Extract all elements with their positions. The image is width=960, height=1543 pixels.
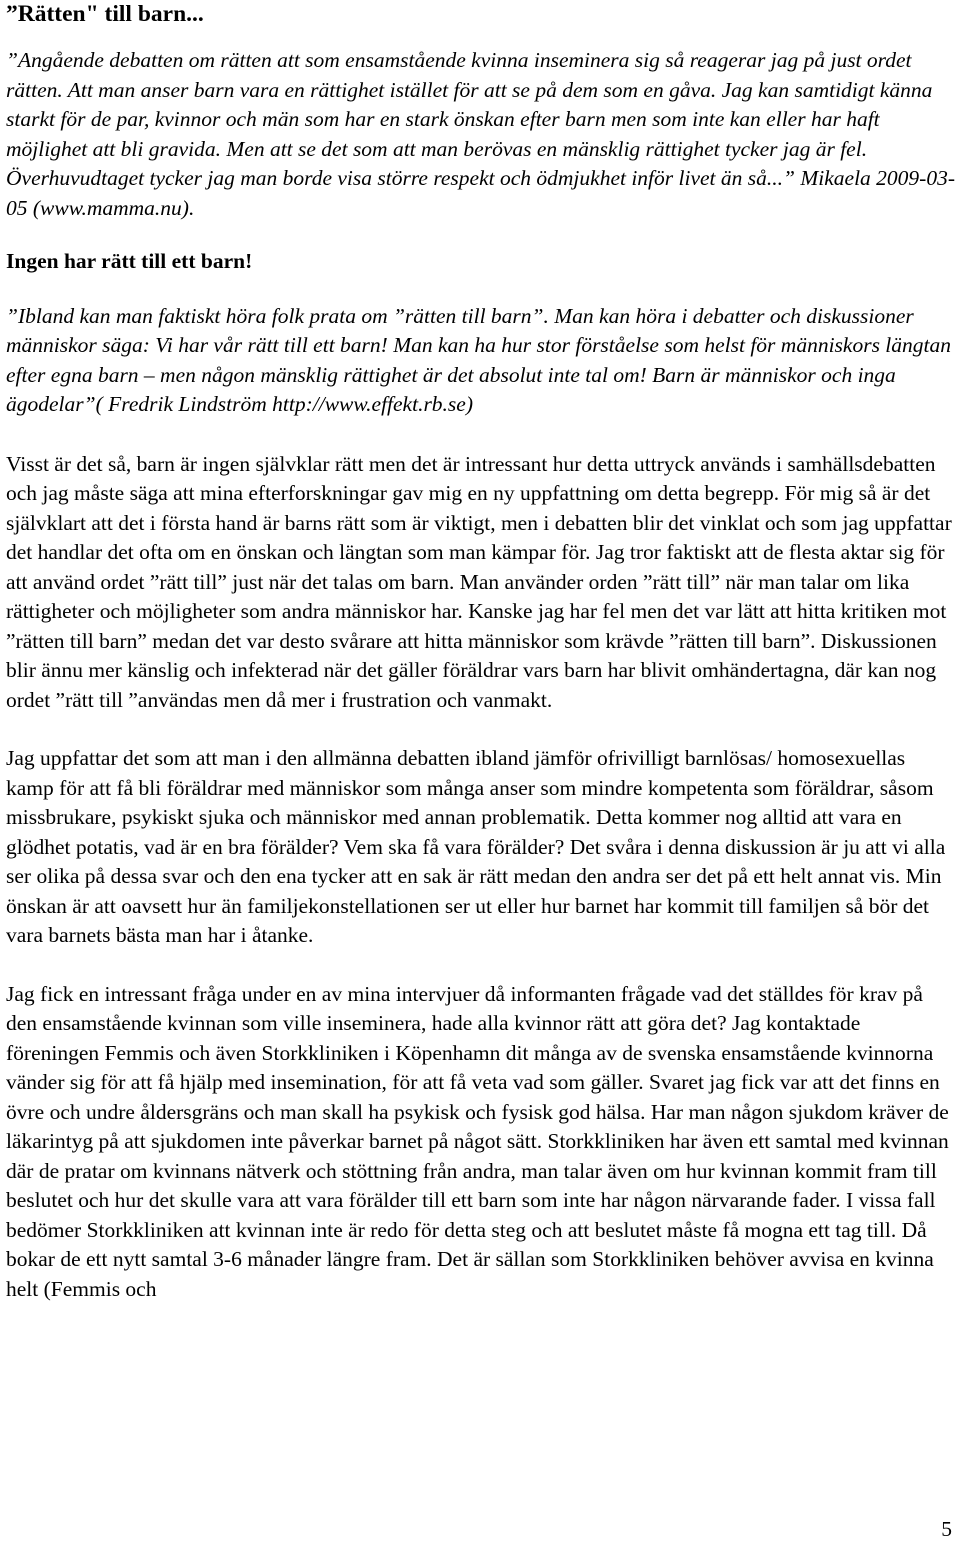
- quote-lindstrom: ”Ibland kan man faktiskt höra folk prata om ”rätten till barn”. Man kan höra i debatter och diskussioner människor säga: Vi har vår rätt till ett barn! Man kan ha hur stor förståelse som helst för människors längtan efter egna barn – men någon mänsklig rättighet är det absolut inte tal om! Barn är människor och inga ägodelar”( Fredrik Lindström http://www.effekt.rb.se): [6, 303, 952, 416]
- body-paragraph-3: Jag fick en intressant fråga under en av mina intervjuer då informanten frågade vad det ställdes för krav på den ensamstående kvinnan som ville inseminera, hade alla kvinnor rätt att göra det? Jag kontaktade föreningen Femmis och även Storkkliniken i Köpenhamn dit många av de svenska ensamstående kvinnorna vänder sig för att få hjälp med insemination, för att få veta vad som gäller. Svaret jag fick var att det finns en övre och undre åldersgräns och man skall ha psykisk och fysisk god hälsa. Har man någon sjukdom kräver de läkarintyg på att sjukdomen inte påverkar barnet på något sätt. Storkkliniken har även ett samtal med kvinnan där de pratar om kvinnans nätverk och stöttning från andra, man talar även om hur kvinnan kommit fram till beslutet och hur det skulle vara att vara förälder till ett barn som inte har någon närvarande fader. I vissa fall bedömer Storkkliniken att kvinnan inte är redo för detta steg och att beslutet måste få mogna ett tag till. Då bokar de ett nytt samtal 3-6 månader längre fram. Det är sällan som Storkkliniken behöver avvisa en kvinna helt (Femmis och: [6, 981, 949, 1301]
- subheading: Ingen har rätt till ett barn!: [6, 249, 253, 273]
- body-paragraph-2: Jag uppfattar det som att man i den allmänna debatten ibland jämför ofrivilligt barnlösas/ homosexuellas kamp för att få bli föräldrar med människor som många anser som mindre kompetenta som föräldrar, såsom missbrukare, psykiskt sjuka och människor med annan problematik. Detta kommer nog alltid att vara en glödhet potatis, vad är en bra förälder? Vem ska få vara förälder? Det svåra i denna diskussion är ju att vi alla ser olika på dessa svar och den ena tycker att en sak är rätt medan den andra ser det på ett helt annat vis. Min önskan är att oavsett hur än familjekonstellationen ser ut eller hur barnet har kommit till familjen så bör det vara barnets bästa man har i åtanke.: [6, 746, 946, 947]
- body-paragraph-1: Visst är det så, barn är ingen självklar rätt men det är intressant hur detta uttryck används i samhällsdebatten och jag måste säga att mina efterforskningar gav mig en ny uppfattning om detta begrepp. För mig så är det självklart att det i första hand är barns rätt som är viktigt, men i debatten blir det vinklat och som jag uppfattar det handlar det ofta om en önskan och längtan som man kämpar för. Jag tror faktiskt att de flesta aktar sig för att använd ordet ”rätt till” just när det talas om barn. Man använder orden ”rätt till” när man talar om lika rättigheter och möjligheter som andra människor har. Kanske jag har fel men det var lätt att hitta kritiken mot ”rätten till barn” medan det var desto svårare att hitta människor som krävde ”rätten till barn”. Diskussionen blir ännu mer känslig och infekterad när det gäller föräldrar vars barn har blivit omhändertagna, där kan nog ordet ”rätt till ”användas men då mer i frustration och vanmakt.: [6, 451, 952, 712]
- section-heading: ”Rätten" till barn...: [6, 1, 204, 27]
- page-number: 5: [941, 1517, 952, 1541]
- document-page: [6, 0, 958, 1304]
- quote-mikaela: ”Angående debatten om rätten att som ensamstående kvinna inseminera sig så reagerar jag på just ordet rätten. Att man anser barn vara en rättighet istället för att se på dem som en gåva. Jag kan samtidigt känna starkt för de par, kvinnor och män som har en stark önskan efter barn men som inte kan eller har haft möjlighet att bli gravida. Men att se det som att man berövas en mänsklig rättighet tycker jag är fel. Överhuvudtaget tycker jag man borde visa större respekt och ödmjukhet inför livet än så...” Mikaela 2009-03-05 (www.mamma.nu).: [6, 48, 955, 220]
